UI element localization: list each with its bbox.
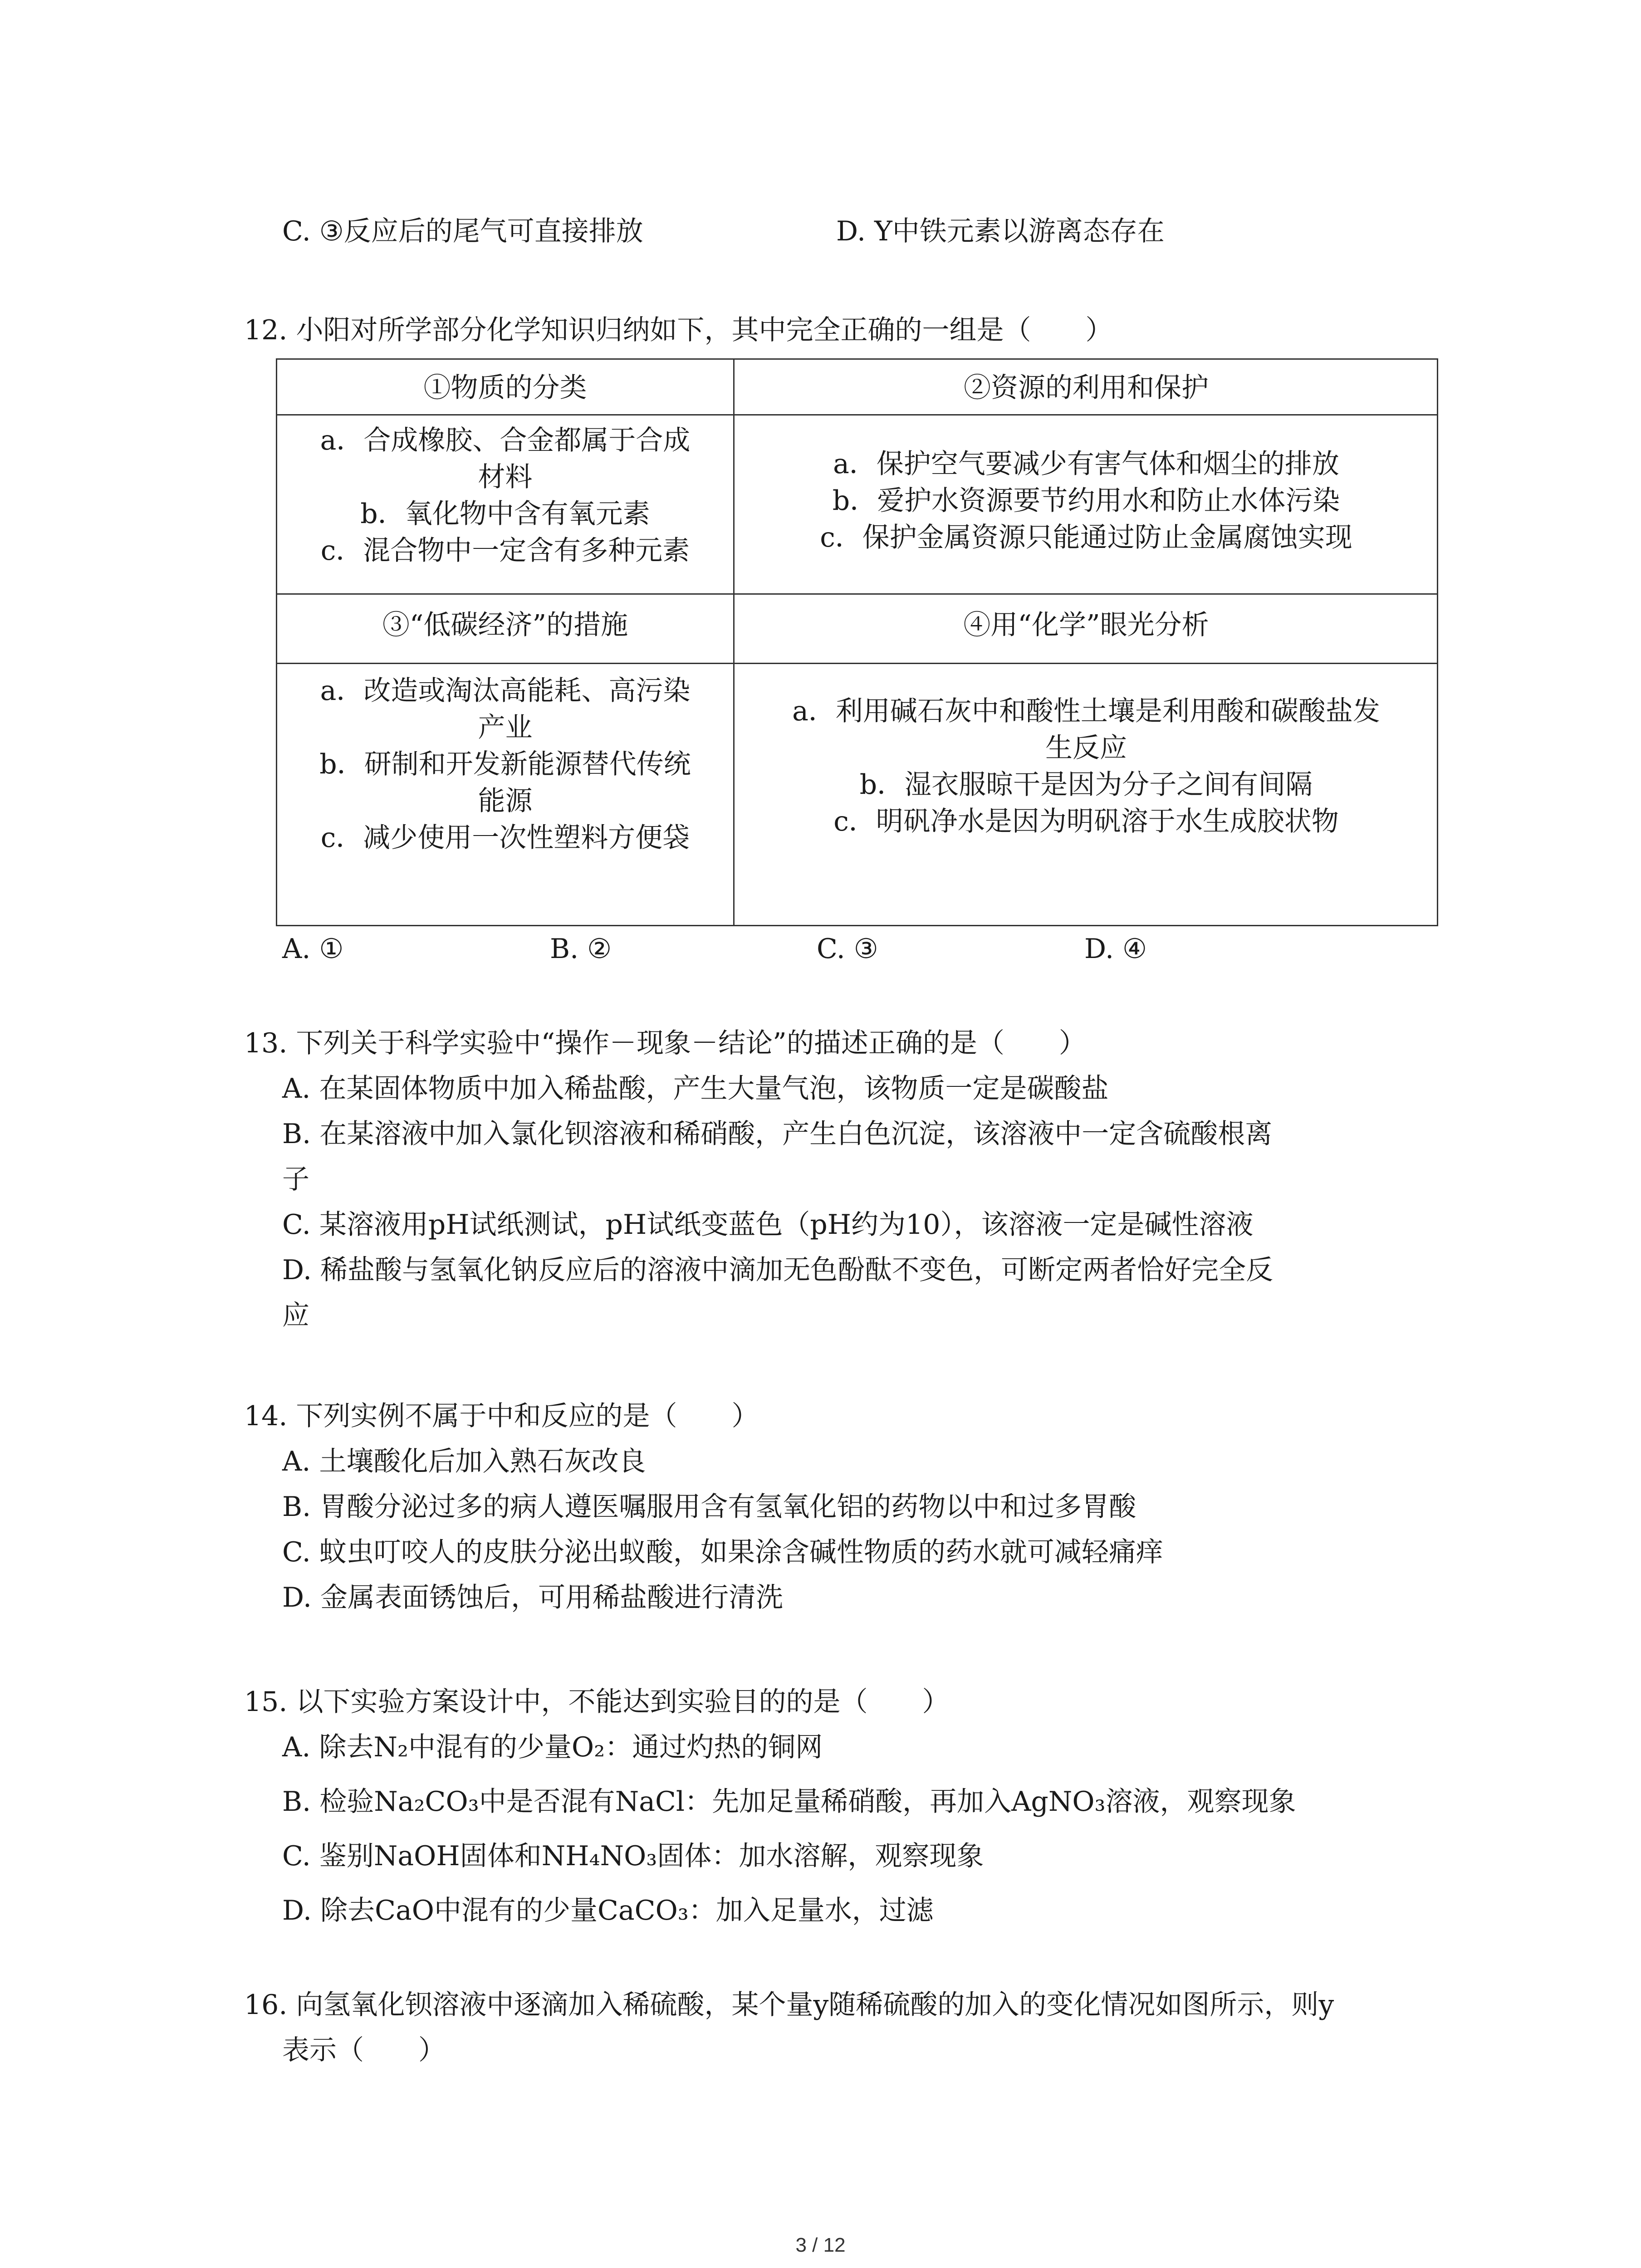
table-divider-h2 <box>277 593 1437 595</box>
q12-stem: 12. 小阳对所学部分化学知识归纳如下，其中完全正确的一组是（ ） <box>244 314 1113 346</box>
q11-option-c: C. ③反应后的尾气可直接排放 <box>282 215 643 247</box>
q14-option-d: D. 金属表面锈蚀后，可用稀盐酸进行清洗 <box>282 1582 784 1613</box>
q13-option-d-line1: D. 稀盐酸与氢氧化钠反应后的溶液中滴加无色酚酞不变色，可断定两者恰好完全反 <box>282 1254 1274 1286</box>
table-header-3: ③“低碳经济”的措施 <box>382 609 628 641</box>
table-cell-1: a．合成橡胶、合金都属于合成 材料 b．氧化物中含有氧元素 c．混合物中一定含有多种元素 <box>320 425 691 567</box>
q13-option-a: A. 在某固体物质中加入稀盐酸，产生大量气泡，该物质一定是碳酸盐 <box>282 1073 1109 1105</box>
q14-option-a: A. 土壤酸化后加入熟石灰改良 <box>282 1446 646 1477</box>
table-header-4: ④用“化学”眼光分析 <box>963 609 1209 641</box>
q12-option-a: A. ① <box>282 933 344 965</box>
q13-stem: 13. 下列关于科学实验中“操作－现象－结论”的描述正确的是（ ） <box>244 1027 1086 1059</box>
q13-option-c: C. 某溶液用pH试纸测试，pH试纸变蓝色（pH约为10），该溶液一定是碱性溶液 <box>282 1209 1254 1241</box>
table-divider-h1 <box>277 414 1437 415</box>
q14-option-c: C. 蚊虫叮咬人的皮肤分泌出蚁酸，如果涂含碱性物质的药水就可减轻痛痒 <box>282 1536 1163 1568</box>
q12-option-c: C. ③ <box>817 933 878 965</box>
q13-option-d-line2: 应 <box>282 1300 309 1331</box>
q12-option-d: D. ④ <box>1084 933 1147 965</box>
q11-option-d: D. Y中铁元素以游离态存在 <box>836 215 1165 247</box>
q14-option-b: B. 胃酸分泌过多的病人遵医嘱服用含有氢氧化铝的药物以中和过多胃酸 <box>282 1491 1136 1523</box>
q16-stem-line1: 16. 向氢氧化钡溶液中逐滴加入稀硫酸，某个量y随稀硫酸的加入的变化情况如图所示，则y <box>244 1989 1334 2021</box>
table-cell-3: a．改造或淘汰高能耗、高污染 产业 b．研制和开发新能源替代传统 能源 c．减少使用一次性塑料方便袋 <box>319 675 691 854</box>
table-cell-2: a．保护空气要减少有害气体和烟尘的排放 b．爱护水资源要节约用水和防止水体污染 c．保护金属资源只能通过防止金属腐蚀实现 <box>820 448 1352 553</box>
q15-option-c: C. 鉴别NaOH固体和NH₄NO₃固体：加水溶解，观察现象 <box>282 1840 984 1872</box>
q13-option-b-line1: B. 在某溶液中加入氯化钡溶液和稀硝酸，产生白色沉淀，该溶液中一定含硫酸根离 <box>282 1118 1273 1150</box>
q15-option-b: B. 检验Na₂CO₃中是否混有NaCl：先加足量稀硝酸，再加入AgNO₃溶液，观察现象 <box>282 1786 1296 1818</box>
q13-option-b-line2: 子 <box>282 1163 309 1195</box>
q15-stem: 15. 以下实验方案设计中，不能达到实验目的的是（ ） <box>244 1686 950 1718</box>
q15-option-d: D. 除去CaO中混有的少量CaCO₃：加入足量水，过滤 <box>282 1895 934 1926</box>
table-divider-h3 <box>277 663 1437 664</box>
q12-option-b: B. ② <box>550 933 612 965</box>
table-header-1: ①物质的分类 <box>423 372 587 404</box>
table-cell-4: a．利用碱石灰中和酸性土壤是利用酸和碳酸盐发 生反应 b．湿衣服晾干是因为分子之间有间隔 c．明矾净水是因为明矾溶于水生成胶状物 <box>792 695 1380 837</box>
q12-knowledge-table <box>276 358 1438 926</box>
q16-stem-line2: 表示（ ） <box>282 2034 446 2066</box>
q14-stem: 14. 下列实例不属于中和反应的是（ ） <box>244 1400 759 1432</box>
table-header-2: ②资源的利用和保护 <box>964 372 1209 404</box>
q15-option-a: A. 除去N₂中混有的少量O₂：通过灼热的铜网 <box>282 1731 823 1763</box>
page-number: 3 / 12 <box>795 2234 846 2256</box>
